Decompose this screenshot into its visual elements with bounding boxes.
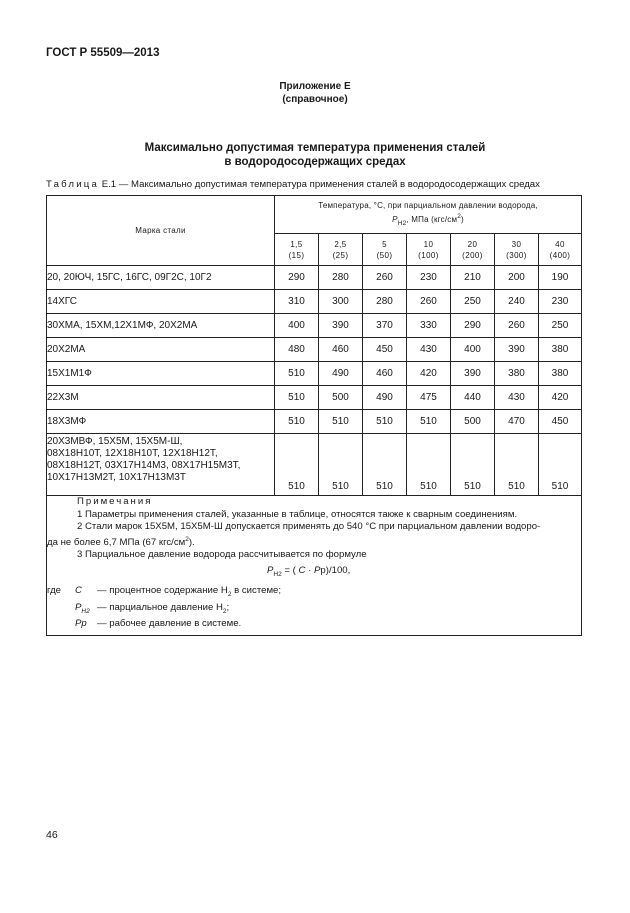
header-temp-line2: $P_{H2}$, МПа $(кгс/см^2)$ bbox=[392, 213, 464, 227]
temperature-cell: 380 bbox=[539, 338, 582, 362]
title-line-1: Максимально допустимая температура применения сталей bbox=[144, 142, 486, 154]
temperature-cell: 510 bbox=[363, 434, 407, 496]
steel-grade: 18Х3МФ bbox=[47, 410, 275, 434]
header-temperature bbox=[275, 196, 582, 234]
note-2a: 2 Стали марок 15Х5М, 15Х5М-Ш допускается применять до 540 °С при парциальном давлении водоро- bbox=[77, 521, 541, 532]
temperature-cell: 280 bbox=[319, 266, 363, 290]
temperature-cell: 390 bbox=[451, 362, 495, 386]
temperature-cell: 230 bbox=[407, 266, 451, 290]
temperature-cell: 230 bbox=[539, 290, 582, 314]
where-label: где bbox=[47, 585, 62, 596]
temperature-cell: 510 bbox=[275, 362, 319, 386]
hydrogen-pressure-formula: $P_{H2}$ = ( C · Pр)/100, bbox=[267, 564, 351, 578]
temperature-cell: 430 bbox=[407, 338, 451, 362]
definitions-list bbox=[75, 585, 281, 635]
annex-title: Приложение Е bbox=[279, 81, 351, 92]
temperature-cell: 510 bbox=[319, 434, 363, 496]
steel-grade: 14ХГС bbox=[47, 290, 275, 314]
steel-table-container bbox=[46, 195, 581, 629]
caption-number: Е.1 bbox=[101, 179, 117, 190]
def-text: — рабочее давление в системе. bbox=[97, 618, 242, 629]
page-number: 46 bbox=[46, 829, 58, 841]
temperature-cell: 280 bbox=[363, 290, 407, 314]
temperature-cell: 510 bbox=[319, 410, 363, 434]
temperature-cell: 290 bbox=[275, 266, 319, 290]
table-caption bbox=[46, 179, 540, 190]
note-3: 3 Парциальное давление водорода рассчитывается по формуле bbox=[77, 549, 367, 560]
temperature-cell: 250 bbox=[451, 290, 495, 314]
temperature-cell: 400 bbox=[275, 314, 319, 338]
temperature-cell: 420 bbox=[539, 386, 582, 410]
title-line-2: в водородосодержащих средах bbox=[224, 156, 406, 168]
temperature-cell: 260 bbox=[495, 314, 539, 338]
temperature-cell: 260 bbox=[363, 266, 407, 290]
temperature-cell: 460 bbox=[319, 338, 363, 362]
temperature-cell: 510 bbox=[407, 434, 451, 496]
header-grade: Марка стали bbox=[47, 196, 275, 266]
temperature-cell: 510 bbox=[363, 410, 407, 434]
notes-row bbox=[47, 496, 582, 636]
table-row bbox=[47, 434, 582, 496]
temperature-cell: 510 bbox=[275, 386, 319, 410]
table-row bbox=[47, 338, 582, 362]
steel-grade: 30ХМА, 15ХМ,12Х1МФ, 20Х2МА bbox=[47, 314, 275, 338]
temperature-cell: 200 bbox=[495, 266, 539, 290]
temperature-cell: 440 bbox=[451, 386, 495, 410]
temperature-cell: 300 bbox=[319, 290, 363, 314]
note-2b: да не более 6,7 МПа (67 кгс/$см^2$). bbox=[47, 535, 195, 548]
def-symbol: Pр bbox=[75, 618, 87, 629]
temperature-cell: 250 bbox=[539, 314, 582, 338]
temperature-cell: 510 bbox=[539, 434, 582, 496]
pressure-header: 2,5 (25) bbox=[319, 234, 363, 266]
formula-definitions bbox=[47, 585, 581, 635]
def-text: — парциальное давление $Н_2$; bbox=[97, 601, 230, 615]
document-title bbox=[0, 141, 630, 169]
standard-number: ГОСТ Р 55509—2013 bbox=[46, 47, 160, 59]
def-symbol: $P_{H2}$ bbox=[75, 601, 90, 615]
pressure-header: 30 (300) bbox=[495, 234, 539, 266]
caption-label: Таблица bbox=[46, 179, 100, 190]
temperature-cell: 490 bbox=[319, 362, 363, 386]
table-row bbox=[47, 386, 582, 410]
temperature-cell: 210 bbox=[451, 266, 495, 290]
steel-grade: 20Х2МА bbox=[47, 338, 275, 362]
temperature-cell: 370 bbox=[363, 314, 407, 338]
temperature-cell: 490 bbox=[363, 386, 407, 410]
temperature-cell: 460 bbox=[363, 362, 407, 386]
temperature-cell: 470 bbox=[495, 410, 539, 434]
temperature-cell: 380 bbox=[539, 362, 582, 386]
temperature-cell: 480 bbox=[275, 338, 319, 362]
table-row bbox=[47, 410, 582, 434]
temperature-cell: 240 bbox=[495, 290, 539, 314]
pressure-header: 20 (200) bbox=[451, 234, 495, 266]
temperature-cell: 510 bbox=[275, 434, 319, 496]
temperature-cell: 290 bbox=[451, 314, 495, 338]
steel-grade: 15Х1М1Ф bbox=[47, 362, 275, 386]
temperature-cell: 400 bbox=[451, 338, 495, 362]
caption-text: — Максимально допустимая температура применения сталей в водородосодержащих средах bbox=[116, 179, 540, 190]
temperature-cell: 510 bbox=[275, 410, 319, 434]
steel-grade: 20, 20ЮЧ, 15ГС, 16ГС, 09Г2С, 10Г2 bbox=[47, 266, 275, 290]
pressure-header: 1,5 (15) bbox=[275, 234, 319, 266]
steel-grade-group: 20Х3МВФ, 15Х5М, 15Х5М-Ш, 08Х18Н10Т, 12Х18Н10Т, 12Х18Н12Т, 08Х18Н12Т, 03Х17Н14М3, 08Х17Н15М3Т, 10Х17Н13М2Т, 10Х17Н13М3Т bbox=[47, 434, 275, 496]
temperature-cell: 510 bbox=[495, 434, 539, 496]
temperature-cell: 260 bbox=[407, 290, 451, 314]
temperature-cell: 330 bbox=[407, 314, 451, 338]
temperature-cell: 510 bbox=[407, 410, 451, 434]
table-row bbox=[47, 362, 582, 386]
temperature-cell: 500 bbox=[319, 386, 363, 410]
temperature-cell: 390 bbox=[319, 314, 363, 338]
temperature-cell: 190 bbox=[539, 266, 582, 290]
annex-heading bbox=[0, 80, 630, 106]
pressure-header: 40 (400) bbox=[539, 234, 582, 266]
def-text: — процентное содержание $Н_2$ в системе; bbox=[97, 585, 282, 598]
temperature-cell: 450 bbox=[539, 410, 582, 434]
note-1: 1 Параметры применения сталей, указанные в таблице, относятся также к сварным соединениям. bbox=[77, 508, 518, 520]
pressure-header: 5 (50) bbox=[363, 234, 407, 266]
steel-grade: 22Х3М bbox=[47, 386, 275, 410]
table-row bbox=[47, 290, 582, 314]
def-symbol: C bbox=[75, 585, 82, 596]
notes-title: Примечания bbox=[77, 496, 153, 507]
pressure-header: 10 (100) bbox=[407, 234, 451, 266]
table-notes bbox=[47, 496, 582, 636]
header-temp-line1: Температура, °С, при парциальном давлении водорода, bbox=[318, 201, 538, 210]
annex-kind: (справочное) bbox=[282, 94, 348, 105]
temperature-cell: 380 bbox=[495, 362, 539, 386]
table-row bbox=[47, 314, 582, 338]
table-row bbox=[47, 266, 582, 290]
temperature-cell: 475 bbox=[407, 386, 451, 410]
temperature-cell: 430 bbox=[495, 386, 539, 410]
steel-temperature-table bbox=[46, 195, 582, 636]
temperature-cell: 510 bbox=[451, 434, 495, 496]
temperature-cell: 310 bbox=[275, 290, 319, 314]
temperature-cell: 450 bbox=[363, 338, 407, 362]
temperature-cell: 500 bbox=[451, 410, 495, 434]
header-row-1 bbox=[47, 196, 582, 234]
temperature-cell: 420 bbox=[407, 362, 451, 386]
temperature-cell: 390 bbox=[495, 338, 539, 362]
